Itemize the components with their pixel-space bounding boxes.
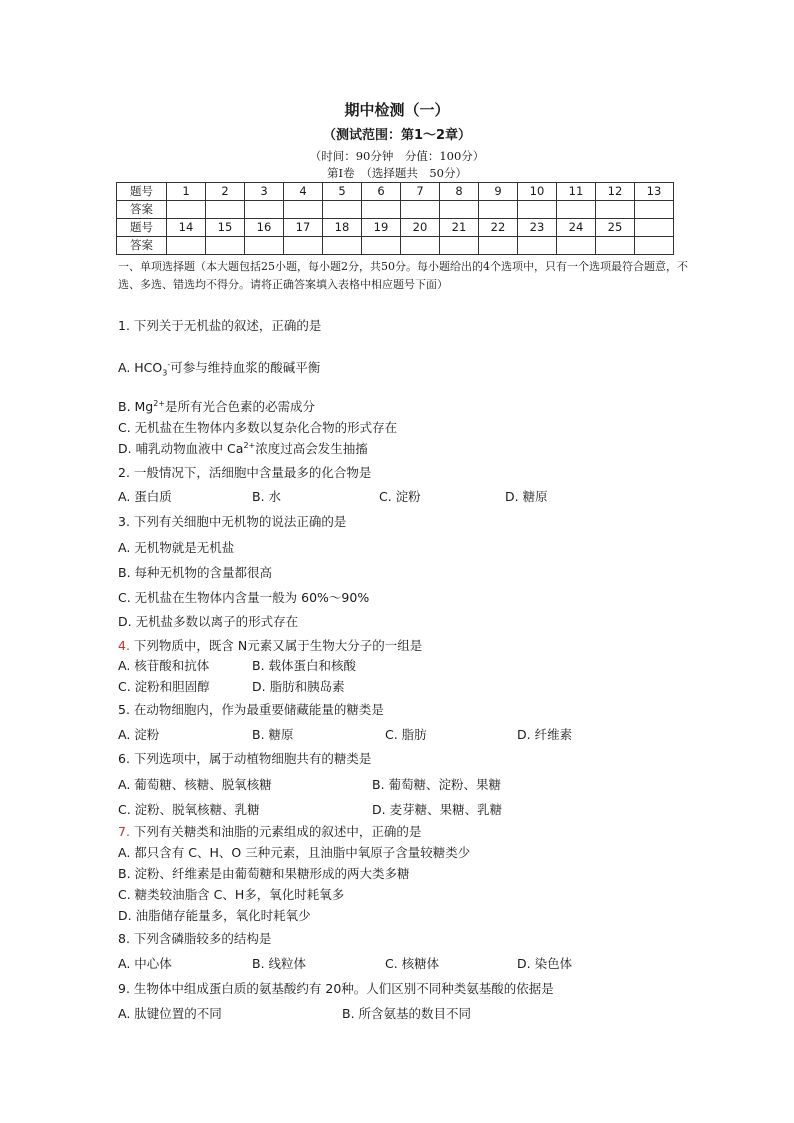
question-3-stem: 3. 下列有关细胞中无机物的说法正确的是 <box>118 514 347 529</box>
question-number-cell: 3 <box>245 183 284 201</box>
row-label: 题号 <box>117 183 167 201</box>
table-row-numbers-2 <box>117 219 674 237</box>
question-5-stem: 5. 在动物细胞内，作为最重要储藏能量的糖类是 <box>118 702 384 717</box>
answer-cell[interactable] <box>323 237 362 255</box>
answer-cell[interactable] <box>596 237 635 255</box>
question-number-cell: 22 <box>479 219 518 237</box>
question-7-option-c: C. 糖类较油脂含 C、H多，氧化时耗氧多 <box>118 887 345 902</box>
question-number-cell: 16 <box>245 219 284 237</box>
answer-cell[interactable] <box>206 201 245 219</box>
question-8-option-c: C. 核糖体 <box>385 956 440 971</box>
answer-cell[interactable] <box>167 201 206 219</box>
question-1-option-b: B. $Mg^{2+}$是所有光合色素的必需成分 <box>118 398 316 414</box>
question-3-option-a: A. 无机物就是无机盐 <box>118 540 235 555</box>
question-number-cell: 23 <box>518 219 557 237</box>
question-2-option-c: C. 淀粉 <box>379 489 421 504</box>
answer-cell[interactable] <box>479 201 518 219</box>
question-number-cell: 10 <box>518 183 557 201</box>
question-number-cell: 14 <box>167 219 206 237</box>
question-6-option-a: A. 葡萄糖、核糖、脱氧核糖 <box>118 777 272 792</box>
question-4-option-a: A. 核苷酸和抗体 <box>118 658 210 673</box>
question-7-option-a: A. 都只含有 C、H、O 三种元素，且油脂中氧原子含量较糖类少 <box>118 845 471 860</box>
answer-cell[interactable] <box>362 237 401 255</box>
question-number-cell: 6 <box>362 183 401 201</box>
question-number-cell: 19 <box>362 219 401 237</box>
answer-cell[interactable] <box>518 201 557 219</box>
question-8-option-d: D. 染色体 <box>517 956 573 971</box>
question-5-option-a: A. 淀粉 <box>118 727 160 742</box>
question-7-stem: 7. 下列有关糖类和油脂的元素组成的叙述中，正确的是 <box>118 824 422 839</box>
question-number-cell: 1 <box>167 183 206 201</box>
question-5-option-c: C. 脂肪 <box>385 727 427 742</box>
answer-cell[interactable] <box>362 201 401 219</box>
question-3-option-c: C. 无机盐在生物体内含量一般为 60%～90% <box>118 590 370 605</box>
answer-cell[interactable] <box>557 201 596 219</box>
section-instructions: 一、单项选择题（本大题包括25小题，每小题2分，共50分。每小题给出的4个选项中，只有一个选项最符合题意，不选、多选、错选均不得分。请将正确答案填入表格中相应题号下面） <box>118 260 688 291</box>
question-6-option-d: D. 麦芽糖、果糖、乳糖 <box>372 802 503 817</box>
question-3-option-b: B. 每种无机物的含量都很高 <box>118 565 273 580</box>
question-4-option-d: D. 脂肪和胰岛素 <box>252 679 345 694</box>
volume-heading: 第Ⅰ卷 （选择题共 50分） <box>327 166 467 180</box>
answer-cell[interactable] <box>635 201 674 219</box>
question-4-option-c: C. 淀粉和胆固醇 <box>118 679 210 694</box>
answer-table <box>116 182 674 255</box>
question-number-cell: 11 <box>557 183 596 201</box>
answer-cell[interactable] <box>323 201 362 219</box>
question-2-option-d: D. 糖原 <box>505 489 548 504</box>
answer-cell[interactable] <box>557 237 596 255</box>
row-label: 答案 <box>117 237 167 255</box>
question-number-cell: 5 <box>323 183 362 201</box>
question-2-stem: 2. 一般情况下，活细胞中含量最多的化合物是 <box>118 465 372 480</box>
table-row-answers-2 <box>117 237 674 255</box>
question-number-cell: 12 <box>596 183 635 201</box>
answer-cell[interactable] <box>245 237 284 255</box>
question-number-cell: 25 <box>596 219 635 237</box>
exam-scope: （测试范围：第1～2章） <box>322 128 472 143</box>
question-5-option-d: D. 纤维素 <box>517 727 573 742</box>
question-number-cell: 9 <box>479 183 518 201</box>
answer-cell[interactable] <box>167 237 206 255</box>
table-row-answers-1 <box>117 201 674 219</box>
answer-cell[interactable] <box>635 237 674 255</box>
answer-cell[interactable] <box>440 237 479 255</box>
question-9-option-b: B. 所含氨基的数目不同 <box>342 1006 472 1021</box>
question-number-cell: 15 <box>206 219 245 237</box>
question-2-option-a: A. 蛋白质 <box>118 489 172 504</box>
answer-cell[interactable] <box>596 201 635 219</box>
question-6-stem: 6. 下列选项中，属于动植物细胞共有的糖类是 <box>118 751 372 766</box>
question-3-option-d: D. 无机盐多数以离子的形式存在 <box>118 614 299 629</box>
answer-cell[interactable] <box>518 237 557 255</box>
question-1-stem: 1. 下列关于无机盐的叙述，正确的是 <box>118 318 322 333</box>
question-4-stem: 4. 下列物质中，既含 N元素又属于生物大分子的一组是 <box>118 638 423 653</box>
answer-cell[interactable] <box>245 201 284 219</box>
question-number-cell <box>635 219 674 237</box>
exam-title: 期中检测（一） <box>344 101 450 119</box>
question-8-option-a: A. 中心体 <box>118 956 172 971</box>
table-row-numbers-1 <box>117 183 674 201</box>
question-6-option-b: B. 葡萄糖、淀粉、果糖 <box>372 777 502 792</box>
question-number-cell: 8 <box>440 183 479 201</box>
question-9-stem: 9. 生物体中组成蛋白质的氨基酸约有 20种。人们区别不同种类氨基酸的依据是 <box>118 981 554 996</box>
question-6-option-c: C. 淀粉、脱氧核糖、乳糖 <box>118 802 260 817</box>
question-8-stem: 8. 下列含磷脂较多的结构是 <box>118 931 272 946</box>
question-1-option-a: A. $HCO_3^-$可参与维持血浆的酸碱平衡 <box>118 359 321 378</box>
question-8-option-b: B. 线粒体 <box>252 956 307 971</box>
question-number-cell: 13 <box>635 183 674 201</box>
answer-cell[interactable] <box>284 201 323 219</box>
question-number-cell: 2 <box>206 183 245 201</box>
exam-time-score: （时间：90分钟 分值：100分） <box>309 149 485 163</box>
question-number-cell: 18 <box>323 219 362 237</box>
question-2-option-b: B. 水 <box>252 489 282 504</box>
answer-cell[interactable] <box>401 237 440 255</box>
question-5-option-b: B. 糖原 <box>252 727 294 742</box>
answer-cell[interactable] <box>479 237 518 255</box>
question-9-option-a: A. 肽键位置的不同 <box>118 1006 222 1021</box>
question-number-cell: 20 <box>401 219 440 237</box>
question-7-option-d: D. 油脂储存能量多，氧化时耗氧少 <box>118 908 311 923</box>
answer-cell[interactable] <box>206 237 245 255</box>
question-number-cell: 7 <box>401 183 440 201</box>
answer-cell[interactable] <box>401 201 440 219</box>
answer-cell[interactable] <box>440 201 479 219</box>
question-1-option-c: C. 无机盐在生物体内多数以复杂化合物的形式存在 <box>118 420 398 435</box>
question-4-option-b: B. 载体蛋白和核酸 <box>252 658 357 673</box>
question-number-cell: 24 <box>557 219 596 237</box>
row-label: 题号 <box>117 219 167 237</box>
row-label: 答案 <box>117 201 167 219</box>
question-1-option-d: D. 哺乳动物血液中 $Ca^{2+}$浓度过高会发生抽搐 <box>118 440 368 456</box>
question-number-cell: 21 <box>440 219 479 237</box>
question-7-option-b: B. 淀粉、纤维素是由葡萄糖和果糖形成的两大类多糖 <box>118 866 410 881</box>
answer-cell[interactable] <box>284 237 323 255</box>
question-number-cell: 17 <box>284 219 323 237</box>
question-number-cell: 4 <box>284 183 323 201</box>
